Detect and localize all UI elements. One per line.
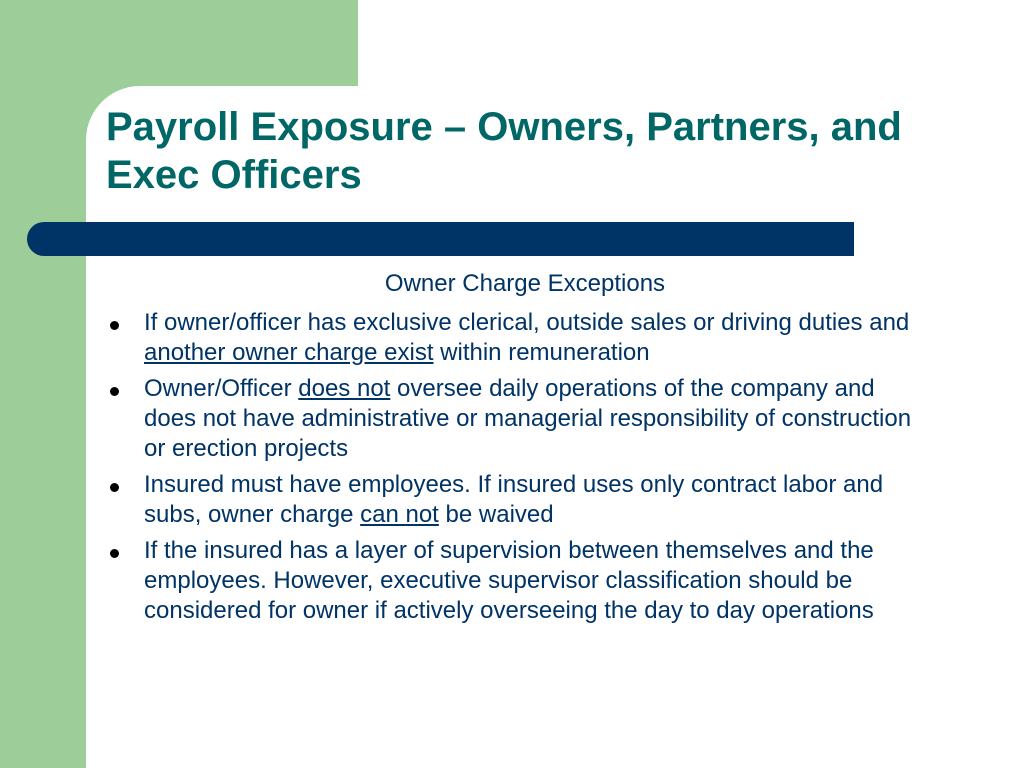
bullet-underlined-text: does not xyxy=(298,375,391,402)
bullet-list xyxy=(106,308,926,632)
bullet-item xyxy=(106,374,926,464)
bullet-text: Owner/Officer xyxy=(144,375,299,402)
bullet-item xyxy=(106,308,926,368)
bullet-text: within remuneration xyxy=(433,339,650,366)
bullet-item xyxy=(106,536,926,626)
bullet-item xyxy=(106,470,926,530)
bullet-text: If owner/officer has exclusive clerical, outside sales or driving duties and xyxy=(144,309,910,336)
bullet-dot-icon xyxy=(110,321,119,330)
bullet-underlined-text: can not xyxy=(360,501,439,528)
bullet-dot-icon xyxy=(110,387,119,396)
bullet-underlined-text: another owner charge exist xyxy=(144,339,434,366)
title-divider-bar xyxy=(27,222,854,256)
slide-title: Payroll Exposure – Owners, Partners, and Exec Officers xyxy=(106,105,902,197)
bullet-text: If the insured has a layer of supervision between themselves and the employees. However, executive supervisor classification should be considered for owner if actively overseeing the day to day operations xyxy=(144,537,874,624)
bullet-dot-icon xyxy=(110,549,119,558)
bullet-text: be waived xyxy=(438,501,554,528)
bullet-text: Insured must have employees. If insured uses only contract labor and subs, owner charge xyxy=(144,471,884,528)
slide-subtitle: Owner Charge Exceptions xyxy=(384,270,666,297)
bullet-dot-icon xyxy=(110,483,119,492)
bullet-text: oversee daily operations of the company and does not have administrative or managerial responsibility of construction or erection projects xyxy=(144,375,912,462)
